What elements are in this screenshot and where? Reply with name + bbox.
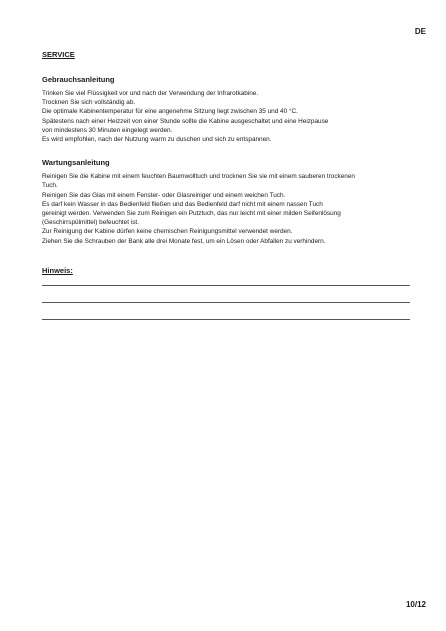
usage-line: Die optimale Kabinentemperatur für eine angenehme Sitzung liegt zwischen 35 und 40 °C. <box>42 108 298 116</box>
maintenance-line: (Geschirrspülmittel) befeuchtet ist. <box>42 219 139 227</box>
section-title: SERVICE <box>42 50 75 59</box>
maintenance-instructions <box>42 172 432 246</box>
maintenance-line: Zur Reinigung der Kabine dürfen keine chemischen Reinigungsmittel verwendet werden. <box>42 228 293 236</box>
usage-heading: Gebrauchsanleitung <box>42 75 115 84</box>
maintenance-line: Tuch. <box>42 182 58 190</box>
notes-heading: Hinweis: <box>42 265 73 275</box>
maintenance-line: Reinigen Sie die Kabine mit einem feuchten Baumwolltuch und trocknen Sie sie mit einem sauberen trockenen <box>42 173 355 181</box>
usage-instructions <box>42 89 432 144</box>
maintenance-heading: Wartungsanleitung <box>42 158 110 168</box>
usage-line: Trinken Sie viel Flüssigkeit vor und nach der Verwendung der Infrarotkabine. <box>42 90 259 97</box>
maintenance-line: Es darf kein Wasser in das Bedienfeld fließen und das Bedienfeld darf nicht mit einem nassen Tuch <box>42 200 323 208</box>
language-label: DE <box>414 27 426 36</box>
usage-line: von mindestens 30 Minuten eingelegt werden. <box>42 126 173 134</box>
usage-line: Es wird empfohlen, nach der Nutzung warm zu duschen und sich zu entspannen. <box>42 136 272 144</box>
page-number: 10/12 <box>405 600 426 609</box>
page-content <box>42 50 432 320</box>
maintenance-line: gereinigt werden. Verwenden Sie zum Reinigen ein Putztuch, das nur leicht mit einer milden Seifenlösung <box>42 210 341 218</box>
maintenance-line: Reinigen Sie das Glas mit einem Fenster- oder Glasreiniger und einem weichen Tuch. <box>42 191 286 199</box>
notes-line <box>42 319 410 320</box>
usage-line: Spätestens nach einer Heizzeit von einer Stunde sollte die Kabine ausgeschaltet und eine Heizpause <box>42 117 329 125</box>
notes-line <box>42 302 410 303</box>
notes-line <box>42 285 410 286</box>
usage-line: Trocknen Sie sich vollständig ab. <box>42 99 136 107</box>
maintenance-line: Ziehen Sie die Schrauben der Bank alle drei Monate fest, um ein Lösen oder Abfallen zu verhindern. <box>42 237 326 245</box>
